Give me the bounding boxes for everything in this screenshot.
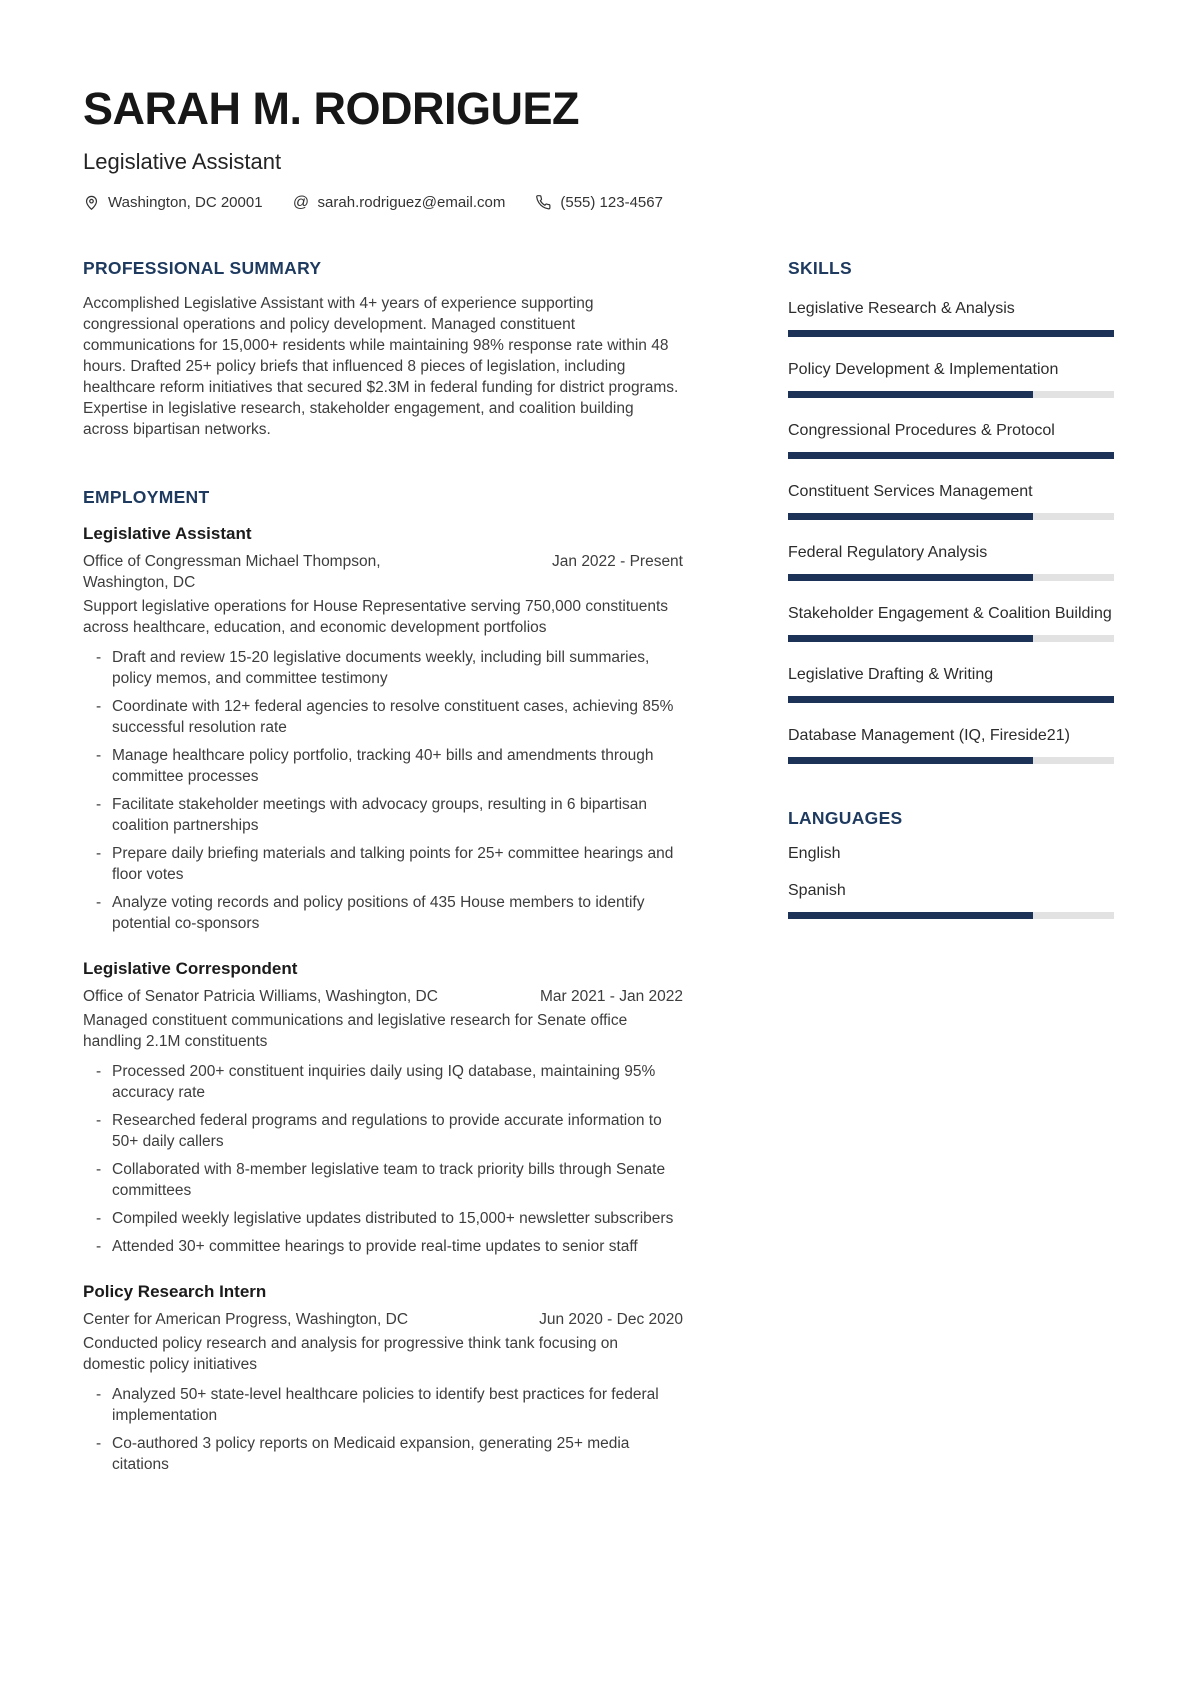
job-bullet-text: Compiled weekly legislative updates distributed to 15,000+ newsletter subscribers (112, 1210, 674, 1228)
phone-icon (535, 194, 552, 211)
job-bullet (83, 647, 683, 689)
skill-label: Database Management (IQ, Fireside21) (788, 727, 1070, 745)
job-bullet (83, 1236, 683, 1257)
job-bullet (83, 1433, 683, 1475)
skills-list (788, 298, 1114, 764)
skill-item (788, 725, 1114, 764)
left-column (83, 258, 683, 1482)
skill-item (788, 664, 1114, 703)
job-meta (83, 1309, 683, 1330)
job-bullet (83, 745, 683, 787)
resume-header (83, 84, 1113, 211)
skill-label: Federal Regulatory Analysis (788, 544, 988, 562)
language-item (788, 880, 1114, 919)
contact-phone-text: (555) 123-4567 (560, 194, 663, 212)
contact-location (83, 194, 263, 211)
skill-label: Stakeholder Engagement & Coalition Building (788, 605, 1112, 623)
section-employment (83, 487, 683, 1475)
job-bullet (83, 1110, 683, 1152)
at-sign-icon: @ (292, 193, 310, 211)
job-meta (83, 986, 683, 1007)
job-meta (83, 551, 683, 593)
skill-bar-fill (788, 757, 1033, 764)
contact-email (293, 194, 506, 211)
language-bar-track (788, 912, 1114, 919)
section-professional-summary (83, 258, 683, 440)
job-bullet (83, 1384, 683, 1426)
skill-bar-fill (788, 635, 1033, 642)
job-entry-2 (83, 959, 683, 1257)
languages-list (788, 843, 1114, 919)
contact-email-text: sarah.rodriguez@email.com (317, 194, 506, 212)
right-column (788, 258, 1114, 1482)
job-dates: Mar 2021 - Jan 2022 (539, 988, 683, 1006)
candidate-title: Legislative Assistant (83, 149, 282, 175)
job-bullet-text: Draft and review 15-20 legislative documents weekly, including bill summaries, policy memos, and committee testimony (112, 649, 650, 688)
language-label: English (788, 845, 841, 863)
contact-row (83, 194, 1113, 211)
job-entry-1 (83, 524, 683, 934)
employment-heading: EMPLOYMENT (83, 487, 210, 508)
skill-label: Legislative Research & Analysis (788, 300, 1015, 318)
language-label: Spanish (788, 882, 846, 900)
skill-bar-track (788, 757, 1114, 764)
job-company: Office of Congressman Michael Thompson, Washington, DC (83, 553, 381, 592)
skill-bar-track (788, 574, 1114, 581)
skill-bar-track (788, 513, 1114, 520)
job-bullet-text: Manage healthcare policy portfolio, tracking 40+ bills and amendments through committee processes (112, 747, 654, 786)
skill-label: Congressional Procedures & Protocol (788, 422, 1055, 440)
skill-bar-fill (788, 391, 1033, 398)
skill-item (788, 420, 1114, 459)
language-item (788, 843, 1114, 865)
job-bullet (83, 794, 683, 836)
section-languages (788, 808, 1114, 919)
skill-bar-fill (788, 513, 1033, 520)
skill-item (788, 481, 1114, 520)
skill-item (788, 298, 1114, 337)
skill-bar-fill (788, 574, 1033, 581)
job-company: Office of Senator Patricia Williams, Washington, DC (83, 988, 438, 1006)
languages-heading: LANGUAGES (788, 808, 903, 829)
summary-heading: PROFESSIONAL SUMMARY (83, 258, 322, 279)
language-bar-fill (788, 912, 1033, 919)
summary-text: Accomplished Legislative Assistant with 4+ years of experience supporting congressional operations and policy development. Managed constituent communications for 15,000+ residents while maintaining 98% response rate within 48 hours. Drafted 25+ policy briefs that influenced 8 pieces of legislation, including healthcare reform initiatives that secured $2.3M in federal funding for district programs. Expertise in legislative research, stakeholder engagement, and coalition building across bipartisan networks. (83, 295, 679, 439)
job-title: Legislative Assistant (83, 524, 252, 544)
job-bullet-text: Researched federal programs and regulations to provide accurate information to 50+ daily callers (112, 1112, 662, 1151)
job-bullet (83, 1061, 683, 1103)
job-bullet-list (83, 647, 683, 934)
contact-phone (535, 194, 663, 211)
job-entry-3 (83, 1282, 683, 1475)
job-description: Managed constituent communications and legislative research for Senate office handling 2.1M constituents (83, 1012, 628, 1051)
skill-bar-fill (788, 330, 1114, 337)
skill-bar-track (788, 635, 1114, 642)
job-bullet-text: Facilitate stakeholder meetings with advocacy groups, resulting in 6 bipartisan coalition partnerships (112, 796, 648, 835)
job-title: Legislative Correspondent (83, 959, 298, 979)
job-bullet-text: Coordinate with 12+ federal agencies to resolve constituent cases, achieving 85% successful resolution rate (112, 698, 674, 737)
map-pin-icon (83, 194, 100, 211)
skill-label: Constituent Services Management (788, 483, 1033, 501)
skills-heading: SKILLS (788, 258, 853, 279)
job-title: Policy Research Intern (83, 1282, 267, 1302)
skill-item (788, 603, 1114, 642)
job-bullet-text: Prepare daily briefing materials and talking points for 25+ committee hearings and floor votes (112, 845, 674, 884)
skill-bar-fill (788, 452, 1114, 459)
skill-bar-track (788, 330, 1114, 337)
job-bullet (83, 1159, 683, 1201)
job-description: Conducted policy research and analysis for progressive think tank focusing on domestic policy initiatives (83, 1335, 619, 1374)
skill-bar-track (788, 696, 1114, 703)
content-columns (83, 258, 1113, 1482)
skill-bar-track (788, 452, 1114, 459)
skill-item (788, 542, 1114, 581)
job-dates: Jan 2022 - Present (552, 553, 683, 571)
job-bullet (83, 696, 683, 738)
job-bullet-text: Analyzed 50+ state-level healthcare policies to identify best practices for federal implementation (112, 1386, 659, 1425)
job-bullet (83, 1208, 683, 1229)
skill-label: Policy Development & Implementation (788, 361, 1059, 379)
job-bullet-text: Attended 30+ committee hearings to provide real-time updates to senior staff (112, 1238, 638, 1256)
section-skills (788, 258, 1114, 764)
job-dates: Jun 2020 - Dec 2020 (539, 1311, 683, 1329)
skill-bar-track (788, 391, 1114, 398)
job-bullet-text: Processed 200+ constituent inquiries daily using IQ database, maintaining 95% accuracy rate (112, 1063, 656, 1102)
job-bullet-list (83, 1061, 683, 1257)
skill-item (788, 359, 1114, 398)
job-company: Center for American Progress, Washington, DC (83, 1311, 409, 1329)
contact-location-text: Washington, DC 20001 (108, 194, 263, 212)
candidate-name: SARAH M. RODRIGUEZ (83, 83, 579, 134)
job-bullet-list (83, 1384, 683, 1475)
skill-label: Legislative Drafting & Writing (788, 666, 994, 684)
job-bullet-text: Analyze voting records and policy positions of 435 House members to identify potential co-sponsors (112, 894, 645, 933)
skill-bar-fill (788, 696, 1114, 703)
job-description: Support legislative operations for House Representative serving 750,000 constituents across healthcare, education, and economic development portfolios (83, 598, 669, 637)
job-bullet-text: Co-authored 3 policy reports on Medicaid expansion, generating 25+ media citations (112, 1435, 630, 1474)
job-bullet-text: Collaborated with 8-member legislative team to track priority bills through Senate committees (112, 1161, 666, 1200)
job-bullet (83, 843, 683, 885)
job-bullet (83, 892, 683, 934)
